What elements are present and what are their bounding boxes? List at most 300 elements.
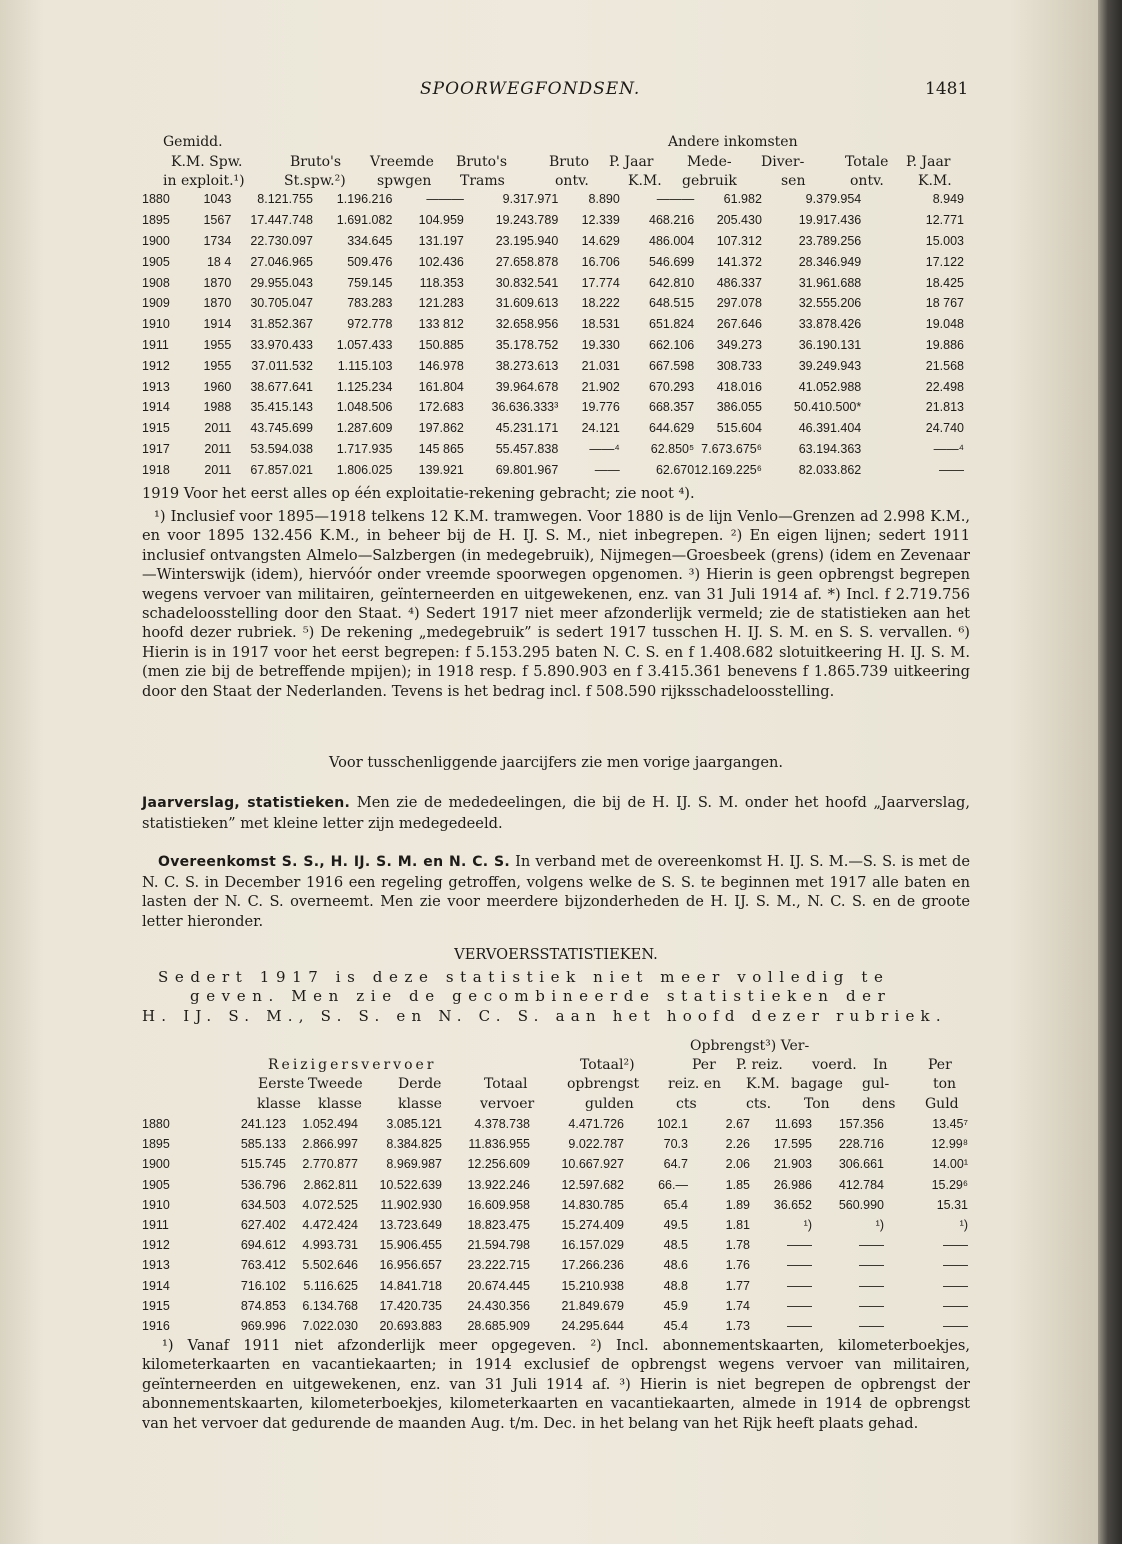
header-l3-c10: K.M. xyxy=(918,173,952,189)
row-year: 1908 xyxy=(142,275,170,290)
table-cell: 63.194.363 xyxy=(798,441,862,456)
row-year: 1913 xyxy=(142,379,170,394)
table-cell: 694.612 xyxy=(240,1238,286,1253)
table1-row xyxy=(142,439,964,460)
table-cell: 334.645 xyxy=(347,233,393,248)
table-cell: 5.116.625 xyxy=(303,1278,358,1293)
table-cell: 515.745 xyxy=(240,1157,286,1172)
table-cell: 37.011.532 xyxy=(251,358,313,373)
table-cell: 48.6 xyxy=(663,1258,688,1273)
page-edge-shadow xyxy=(1098,0,1122,1544)
h2-klasse1: klasse xyxy=(257,1096,301,1112)
table-cell: 21.813 xyxy=(925,400,964,415)
table2-row xyxy=(142,1276,968,1296)
header-l2-c4: Bruto's xyxy=(456,154,508,170)
table2-row xyxy=(142,1175,968,1195)
table-cell: 31.609.613 xyxy=(495,296,559,311)
running-title: SPOORWEGFONDSEN. xyxy=(420,79,641,99)
table-cell: 29.955.043 xyxy=(250,275,313,290)
table-cell: 23.789.256 xyxy=(798,233,862,248)
table-cell: 6.134.768 xyxy=(302,1298,358,1313)
table-cell: 18.222 xyxy=(581,296,620,311)
table-cell: 30.705.047 xyxy=(250,296,313,311)
table-cell: 41.052.988 xyxy=(798,379,862,394)
table2-row xyxy=(142,1114,968,1134)
table-cell: 2011 xyxy=(204,421,232,436)
table-cell: 39.249.943 xyxy=(798,358,862,373)
table-cell: —— xyxy=(939,462,964,477)
table-cell: 19.243.789 xyxy=(495,213,559,228)
table-cell: 69.801.967 xyxy=(495,462,559,477)
table-cell: 1.196.216 xyxy=(336,192,393,207)
table-cell: ¹) xyxy=(875,1218,884,1233)
h2-bagage: bagage xyxy=(791,1076,843,1092)
table-cell: 14.00¹ xyxy=(932,1157,968,1172)
table-cell: 36.652 xyxy=(773,1197,812,1212)
table-cell: 67.857.021 xyxy=(250,462,313,477)
table-cell: 197.862 xyxy=(418,421,464,436)
table-cell: 2.26 xyxy=(725,1137,750,1152)
table-cell: 759.145 xyxy=(347,275,393,290)
row-year: 1900 xyxy=(142,1157,170,1172)
table-cell: 53.594.038 xyxy=(250,441,313,456)
table-cell: 15.274.409 xyxy=(561,1218,624,1233)
table-cell: 45.231.171 xyxy=(495,421,559,436)
table-cell: 139.921 xyxy=(418,462,464,477)
table-cell: 21.568 xyxy=(925,358,964,373)
h2-totaal-col: Totaal xyxy=(484,1076,528,1092)
table-cell: 241.123 xyxy=(240,1117,286,1132)
table-cell: 31.961.688 xyxy=(798,275,862,290)
header-l2-c10: P. Jaar xyxy=(906,154,951,170)
table-cell: 4.072.525 xyxy=(302,1197,358,1212)
table-cell: —— xyxy=(943,1298,968,1313)
table1-row xyxy=(142,376,964,397)
table-cell: 7.673.675⁶ xyxy=(701,441,762,456)
table-cell: 8.949 xyxy=(932,192,964,207)
h2-klasse2: klasse xyxy=(318,1096,362,1112)
table-cell: 23.195.940 xyxy=(495,233,559,248)
table-cell: 21.594.798 xyxy=(467,1238,530,1253)
table-cell: ——⁴ xyxy=(933,441,964,456)
table-cell: 17.447.748 xyxy=(250,213,313,228)
table-cell: 1.85 xyxy=(725,1177,750,1192)
table-cell: 4.993.731 xyxy=(302,1238,358,1253)
table-cell: 31.852.367 xyxy=(250,317,313,332)
table-cell: 30.832.541 xyxy=(495,275,559,290)
h2-voerd: voerd. xyxy=(812,1057,857,1073)
table-cell: 763.412 xyxy=(240,1258,286,1273)
row-year: 1915 xyxy=(142,421,170,436)
row-year: 1900 xyxy=(142,233,170,248)
table-cell: 546.699 xyxy=(649,254,695,269)
table-cell: 9.022.787 xyxy=(568,1137,624,1152)
table-cell: 8.969.987 xyxy=(386,1157,442,1172)
table-cell: 642.810 xyxy=(649,275,695,290)
table-cell: 306.661 xyxy=(838,1157,884,1172)
table2-row xyxy=(142,1154,968,1174)
h2-totaal: Totaal²) xyxy=(580,1057,635,1073)
table-cell: —— xyxy=(943,1318,968,1333)
table-cell: 50.410.500* xyxy=(793,400,862,415)
table-cell: 17.266.236 xyxy=(561,1258,624,1273)
table-cell: —— xyxy=(787,1298,812,1313)
table-cell: 27.046.965 xyxy=(250,254,313,269)
table-cell: 15.29⁶ xyxy=(931,1177,968,1192)
table-cell: 9.317.971 xyxy=(502,192,559,207)
table1-row xyxy=(142,272,964,293)
row-year: 1912 xyxy=(142,1238,170,1253)
table-cell: 16.706 xyxy=(581,254,620,269)
h2-opbrengst-col: opbrengst xyxy=(567,1076,640,1092)
table-cell: 15.003 xyxy=(925,233,964,248)
table-cell: 662.106 xyxy=(649,337,695,352)
table2-row xyxy=(142,1134,968,1154)
table-cell: 18.425 xyxy=(925,275,964,290)
table-cell: 102.436 xyxy=(418,254,464,269)
header-l2-c3: Vreemde xyxy=(370,154,434,170)
table-cell: 4.471.726 xyxy=(568,1117,624,1132)
table-cell: —— xyxy=(787,1318,812,1333)
h2-eerste: Eerste xyxy=(258,1076,305,1092)
table-cell: 82.033.862 xyxy=(798,462,862,477)
table-cell: 64.7 xyxy=(663,1157,688,1172)
table-cell: 22.498 xyxy=(925,379,964,394)
table-cell: 24.740 xyxy=(925,421,964,436)
table-cell: 1870 xyxy=(203,275,232,290)
table-cell: 161.804 xyxy=(418,379,464,394)
table-cell: 2.866.997 xyxy=(302,1137,358,1152)
row-year: 1880 xyxy=(142,1117,170,1132)
header-l3-c4: Trams xyxy=(460,173,505,189)
jaarverslag-lead: Jaarverslag, statistieken. xyxy=(142,795,351,811)
table-cell: 1914 xyxy=(203,317,232,332)
table-cell: 205.430 xyxy=(716,213,762,228)
table1-row xyxy=(142,251,964,272)
row-year: 1909 xyxy=(142,296,170,311)
table-cell: 349.273 xyxy=(716,337,762,352)
header-l3-c6: K.M. xyxy=(628,173,662,189)
table-cell: 668.357 xyxy=(649,400,695,415)
table-cell: 15.210.938 xyxy=(561,1278,624,1293)
table-cell: 17.122 xyxy=(925,254,964,269)
table-cell: 48.5 xyxy=(663,1238,688,1253)
table-cell: —— xyxy=(859,1258,884,1273)
header-andere-inkomsten: Andere inkomsten xyxy=(668,134,798,150)
table-cell: 46.391.404 xyxy=(798,421,862,436)
row-year: 1917 xyxy=(142,441,170,456)
table-cell: 2.67 xyxy=(725,1117,750,1132)
table-cell: 32.555.206 xyxy=(798,296,862,311)
table-cell: 11.693 xyxy=(774,1117,812,1132)
table-cell: 70.3 xyxy=(663,1137,688,1152)
table-cell: 1.78 xyxy=(725,1238,750,1253)
table-cell: 21.031 xyxy=(581,358,620,373)
table-cell: 12.99⁸ xyxy=(931,1137,968,1152)
table-cell: 14.629 xyxy=(581,233,620,248)
table-cell: 627.402 xyxy=(240,1218,286,1233)
h2-opbrengst: Opbrengst³) Ver- xyxy=(690,1038,810,1054)
table-cell: ——— xyxy=(656,192,695,207)
vervoer-intro-line1: Sedert 1917 is deze statistiek niet meer volledig te xyxy=(158,968,890,986)
row-year: 1914 xyxy=(142,1278,170,1293)
table-cell: 1043 xyxy=(203,192,232,207)
table-cell: 12.339 xyxy=(581,213,620,228)
h2-vervoer: vervoer xyxy=(480,1096,535,1112)
table-cell: 61.982 xyxy=(723,192,762,207)
table-cell: 26.986 xyxy=(773,1177,812,1192)
row-year: 1911 xyxy=(142,1218,169,1233)
table-cell: 11.902.930 xyxy=(380,1197,442,1212)
table-cell: 12.169.225⁶ xyxy=(694,462,762,477)
table-cell: 783.283 xyxy=(347,296,393,311)
table-cell: 172.683 xyxy=(418,400,464,415)
table-cell: 1.052.494 xyxy=(302,1117,358,1132)
h2-in: In xyxy=(873,1057,888,1073)
table-cell: 33.970.433 xyxy=(250,337,313,352)
h2-gul: gul- xyxy=(862,1076,890,1092)
table-cell: 634.503 xyxy=(240,1197,286,1212)
table-cell: —— xyxy=(594,462,620,477)
table-cell: 16.956.657 xyxy=(379,1258,442,1273)
table-cell: 1.057.433 xyxy=(336,337,393,352)
row-year: 1880 xyxy=(142,192,170,207)
table-cell: —— xyxy=(859,1298,884,1313)
table-cell: 14.841.718 xyxy=(379,1278,442,1293)
table-cell: 412.784 xyxy=(838,1177,884,1192)
table-cell: 19.048 xyxy=(925,317,964,332)
table2-footnotes: ¹) Vanaf 1911 niet afzonderlijk meer opgegeven. ²) Incl. abonnementskaarten, kilometerboekjes, kilometerkaarten en vacantiekaarten; in 1914 exclusief de opbrengst wegens vervoer van militairen, geïnterneerden en uitgewekenen, enz. van 31 Juli 1914 af. ³) Hierin is niet begrepen de opbrengst der abonnementskaarten, kilometerboekjes, kilometerkaarten en vacantiekaarten, almede in 1914 de opbrengst van het vervoer dat gedurende de maanden Aug. t/m. Dec. in het belang van het Rijk heeft plaats gehad. xyxy=(142,1337,970,1432)
table-cell: 1567 xyxy=(203,213,232,228)
intermediate-years-note: Voor tusschenliggende jaarcijfers zie men vorige jaargangen. xyxy=(328,754,784,771)
table-cell: 1955 xyxy=(203,358,232,373)
table-cell: 24.430.356 xyxy=(467,1298,530,1313)
table-cell: 33.878.426 xyxy=(798,317,862,332)
table2-row xyxy=(142,1215,968,1235)
table-cell: —— xyxy=(859,1318,884,1333)
table-cell: 62.850⁵ xyxy=(650,441,695,456)
table-cell: 15.906.455 xyxy=(379,1238,442,1253)
table-cell: 16.609.958 xyxy=(467,1197,530,1212)
table-cell: 7.022.030 xyxy=(302,1318,358,1333)
table-cell: 102.1 xyxy=(656,1117,688,1132)
table-cell: 486.337 xyxy=(716,275,762,290)
table-cell: 36.190.131 xyxy=(798,337,862,352)
table-cell: 17.774 xyxy=(581,275,620,290)
table-cell: 297.078 xyxy=(716,296,762,311)
row-year: 1913 xyxy=(142,1258,170,1273)
h2-per2: Per xyxy=(928,1057,952,1073)
table-cell: 121.283 xyxy=(418,296,464,311)
table-cell: 8.384.825 xyxy=(386,1137,442,1152)
table-cell: ——— xyxy=(426,192,464,207)
table-cell: 32.658.956 xyxy=(495,317,559,332)
table-cell: 670.293 xyxy=(649,379,695,394)
row-year: 1905 xyxy=(142,1177,170,1192)
table-cell: 648.515 xyxy=(649,296,695,311)
table-cell: 2011 xyxy=(204,441,232,456)
table-cell: 62.670 xyxy=(655,462,695,477)
h2-derde: Derde xyxy=(398,1076,442,1092)
table-cell: 17.420.735 xyxy=(379,1298,442,1313)
table-cell: —— xyxy=(787,1238,812,1253)
h2-ton2: Ton xyxy=(804,1096,830,1112)
table-cell: —— xyxy=(859,1278,884,1293)
table-cell: 27.658.878 xyxy=(495,254,559,269)
table-cell: 2.862.811 xyxy=(303,1177,358,1192)
table-cell: 12.771 xyxy=(925,213,964,228)
table2-row xyxy=(142,1255,968,1275)
table-cell: 969.996 xyxy=(240,1318,286,1333)
header-l2-c8: Diver- xyxy=(761,154,805,170)
table1-row xyxy=(142,210,964,231)
row-1919-note: 1919 Voor het eerst alles op één exploitatie-rekening gebracht; zie noot ⁴). xyxy=(142,485,695,502)
table-cell: 10.522.639 xyxy=(379,1177,442,1192)
table-cell: 1.77 xyxy=(725,1278,750,1293)
table-cell: 18.823.475 xyxy=(467,1218,530,1233)
table-cell: 972.778 xyxy=(347,317,393,332)
row-year: 1910 xyxy=(142,317,170,332)
h2-guld: Guld xyxy=(925,1096,959,1112)
table-cell: —— xyxy=(943,1258,968,1273)
table-cell: 15.31 xyxy=(936,1197,968,1212)
table-cell: 716.102 xyxy=(240,1278,286,1293)
table-cell: 1.81 xyxy=(725,1218,750,1233)
table-cell: ——⁴ xyxy=(589,441,620,456)
table-cell: 1.115.103 xyxy=(337,358,393,373)
table-cell: 3.085.121 xyxy=(386,1117,442,1132)
h2-km: K.M. xyxy=(746,1076,780,1092)
table-cell: 1.76 xyxy=(725,1258,750,1273)
table-cell: 468.216 xyxy=(649,213,695,228)
table-cell: 19.917.436 xyxy=(798,213,862,228)
table-cell: 585.133 xyxy=(240,1137,286,1152)
table-cell: 20.674.445 xyxy=(467,1278,530,1293)
h2-reiz-en: reiz. en xyxy=(668,1076,722,1092)
table-cell: 386.055 xyxy=(716,400,762,415)
table1-row xyxy=(142,293,964,314)
header-l2-c1: K.M. Spw. xyxy=(171,154,243,170)
table-cell: 20.693.883 xyxy=(379,1318,442,1333)
row-year: 1918 xyxy=(142,462,170,477)
header-gemidd: Gemidd. xyxy=(163,134,223,150)
table-cell: 24.121 xyxy=(581,421,620,436)
table-cell: 107.312 xyxy=(716,233,762,248)
table-cell: —— xyxy=(943,1278,968,1293)
h2-per1: Per xyxy=(692,1057,716,1073)
header-l3-c2: St.spw.²) xyxy=(284,173,346,189)
table-cell: 45.9 xyxy=(663,1298,688,1313)
table1-row xyxy=(142,231,964,252)
table-cell: 2011 xyxy=(204,462,232,477)
table1-footnotes: ¹) Inclusief voor 1895—1918 telkens 12 K.M. tramwegen. Voor 1880 is de lijn Venlo—Grenzen ad 2.998 K.M., en voor 1895 132.456 K.M., in beheer bij de H. IJ. S. M., niet inbegrepen. ²) En eigen lijnen; sedert 1911 inclusief ontvangsten Almelo—Salzbergen (in medegebruik), Nijmegen—Groesbeek (grens) (idem en Zevenaar—Winterswijk (idem), hiervóór onder vreemde spoorwegen opgenomen. ³) Hierin is geen opbrengst begrepen wegens vervoer van militairen, geïnterneerden en uitgewekenen, enz. van 31 Juli 1914 af. *) Incl. f 2.719.756 schadeloosstelling door den Staat. ⁴) Sedert 1917 niet meer afzonderlijk vermeld; zie de statistieken aan het hoofd dezer rubriek. ⁵) De rekening „medegebruik” is sedert 1917 tusschen H. IJ. S. M. en S. S. vervallen. ⁶) Hierin is in 1917 voor het eerst begrepen: f 5.153.295 baten N. C. S. en f 1.408.682 slotuitkeering H. IJ. S. M. (men zie bij de betreffende mpijen); in 1918 resp. f 5.890.903 en f 3.415.361 benevens f 1.865.739 uitkeering door den Staat der Nederlanden. Tevens is het bedrag incl. f 508.590 rijksschadeloosstelling. xyxy=(142,508,970,700)
table-cell: 157.356 xyxy=(838,1117,884,1132)
table2-row xyxy=(142,1235,968,1255)
table-cell: 13.723.649 xyxy=(379,1218,442,1233)
table-cell: 55.457.838 xyxy=(495,441,559,456)
table-cell: 13.922.246 xyxy=(467,1177,530,1192)
page-number: 1481 xyxy=(925,79,969,99)
header-l2-c5: Bruto xyxy=(549,154,590,170)
table-cell: 36.636.333³ xyxy=(491,400,559,415)
table2-row xyxy=(142,1296,968,1316)
table-cell: 16.157.029 xyxy=(561,1238,624,1253)
header-l3-c8: sen xyxy=(781,173,806,189)
table-cell: 667.598 xyxy=(649,358,695,373)
table-cell: 133 812 xyxy=(418,317,464,332)
header-l3-c7: gebruik xyxy=(682,173,737,189)
table-cell: —— xyxy=(787,1258,812,1273)
table-cell: 150.885 xyxy=(418,337,464,352)
table-cell: ¹) xyxy=(803,1218,812,1233)
table2-row xyxy=(142,1316,968,1336)
table-cell: 39.964.678 xyxy=(495,379,559,394)
overeenkomst-paragraph xyxy=(142,852,970,931)
overeenkomst-text: In verband met de overeenkomst H. IJ. S. M.—S. S. is met de N. C. S. in December 1916 een regeling getroffen, volgens welke de S. S. te beginnen met 1917 alle baten en lasten der N. C. S. overneemt. Men zie voor meerdere bijzonderheden de H. IJ. S. M., N. C. S. en de groote letter hieronder. xyxy=(142,853,970,930)
header-l2-c9: Totale xyxy=(845,154,889,170)
row-year: 1915 xyxy=(142,1298,170,1313)
table-cell: 21.902 xyxy=(581,379,620,394)
header-l3-c5: ontv. xyxy=(555,173,589,189)
table-cell: 146.978 xyxy=(418,358,464,373)
table1-row xyxy=(142,459,964,480)
table-cell: 1734 xyxy=(203,233,232,248)
table-cell: 35.178.752 xyxy=(495,337,559,352)
table-cell: 9.379.954 xyxy=(805,192,862,207)
h2-ton: ton xyxy=(933,1076,957,1092)
table-cell: 651.824 xyxy=(649,317,695,332)
row-year: 1895 xyxy=(142,1137,170,1152)
table-cell: 1870 xyxy=(203,296,232,311)
table-cell: 12.256.609 xyxy=(467,1157,530,1172)
row-year: 1914 xyxy=(142,400,170,415)
row-year: 1912 xyxy=(142,358,170,373)
table-cell: 12.597.682 xyxy=(561,1177,624,1192)
table-cell: 4.472.424 xyxy=(302,1218,358,1233)
table-cell: 14.830.785 xyxy=(561,1197,624,1212)
table-cell: 1.73 xyxy=(725,1318,750,1333)
h2-dens: dens xyxy=(862,1096,896,1112)
table1-rows xyxy=(142,189,964,480)
table-cell: 2.06 xyxy=(725,1157,750,1172)
table-cell: 1.89 xyxy=(725,1197,750,1212)
table1-row xyxy=(142,314,964,335)
table-cell: 560.990 xyxy=(838,1197,884,1212)
table-cell: 228.716 xyxy=(838,1137,884,1152)
header-l3-c9: ontv. xyxy=(850,173,884,189)
table-cell: 4.378.738 xyxy=(474,1117,530,1132)
table-cell: 308.733 xyxy=(716,358,762,373)
table-cell: 1.691.082 xyxy=(336,213,393,228)
table-cell: 1955 xyxy=(203,337,232,352)
table-cell: 141.372 xyxy=(716,254,762,269)
table-cell: 22.730.097 xyxy=(250,233,313,248)
jaarverslag-paragraph xyxy=(142,793,970,833)
table1-row xyxy=(142,335,964,356)
table-cell: 8.121.755 xyxy=(257,192,313,207)
table-cell: 418.016 xyxy=(716,379,762,394)
row-year: 1911 xyxy=(142,337,169,352)
header-l2-c7: Mede- xyxy=(687,154,732,170)
table-cell: 1.287.609 xyxy=(336,421,393,436)
row-year: 1895 xyxy=(142,213,170,228)
table-cell: 145 865 xyxy=(418,441,464,456)
table-cell: 19.330 xyxy=(581,337,620,352)
table1-row xyxy=(142,397,964,418)
table-cell: 28.685.909 xyxy=(467,1318,530,1333)
h2-cts1: cts xyxy=(676,1096,697,1112)
table-cell: 1.806.025 xyxy=(336,462,393,477)
